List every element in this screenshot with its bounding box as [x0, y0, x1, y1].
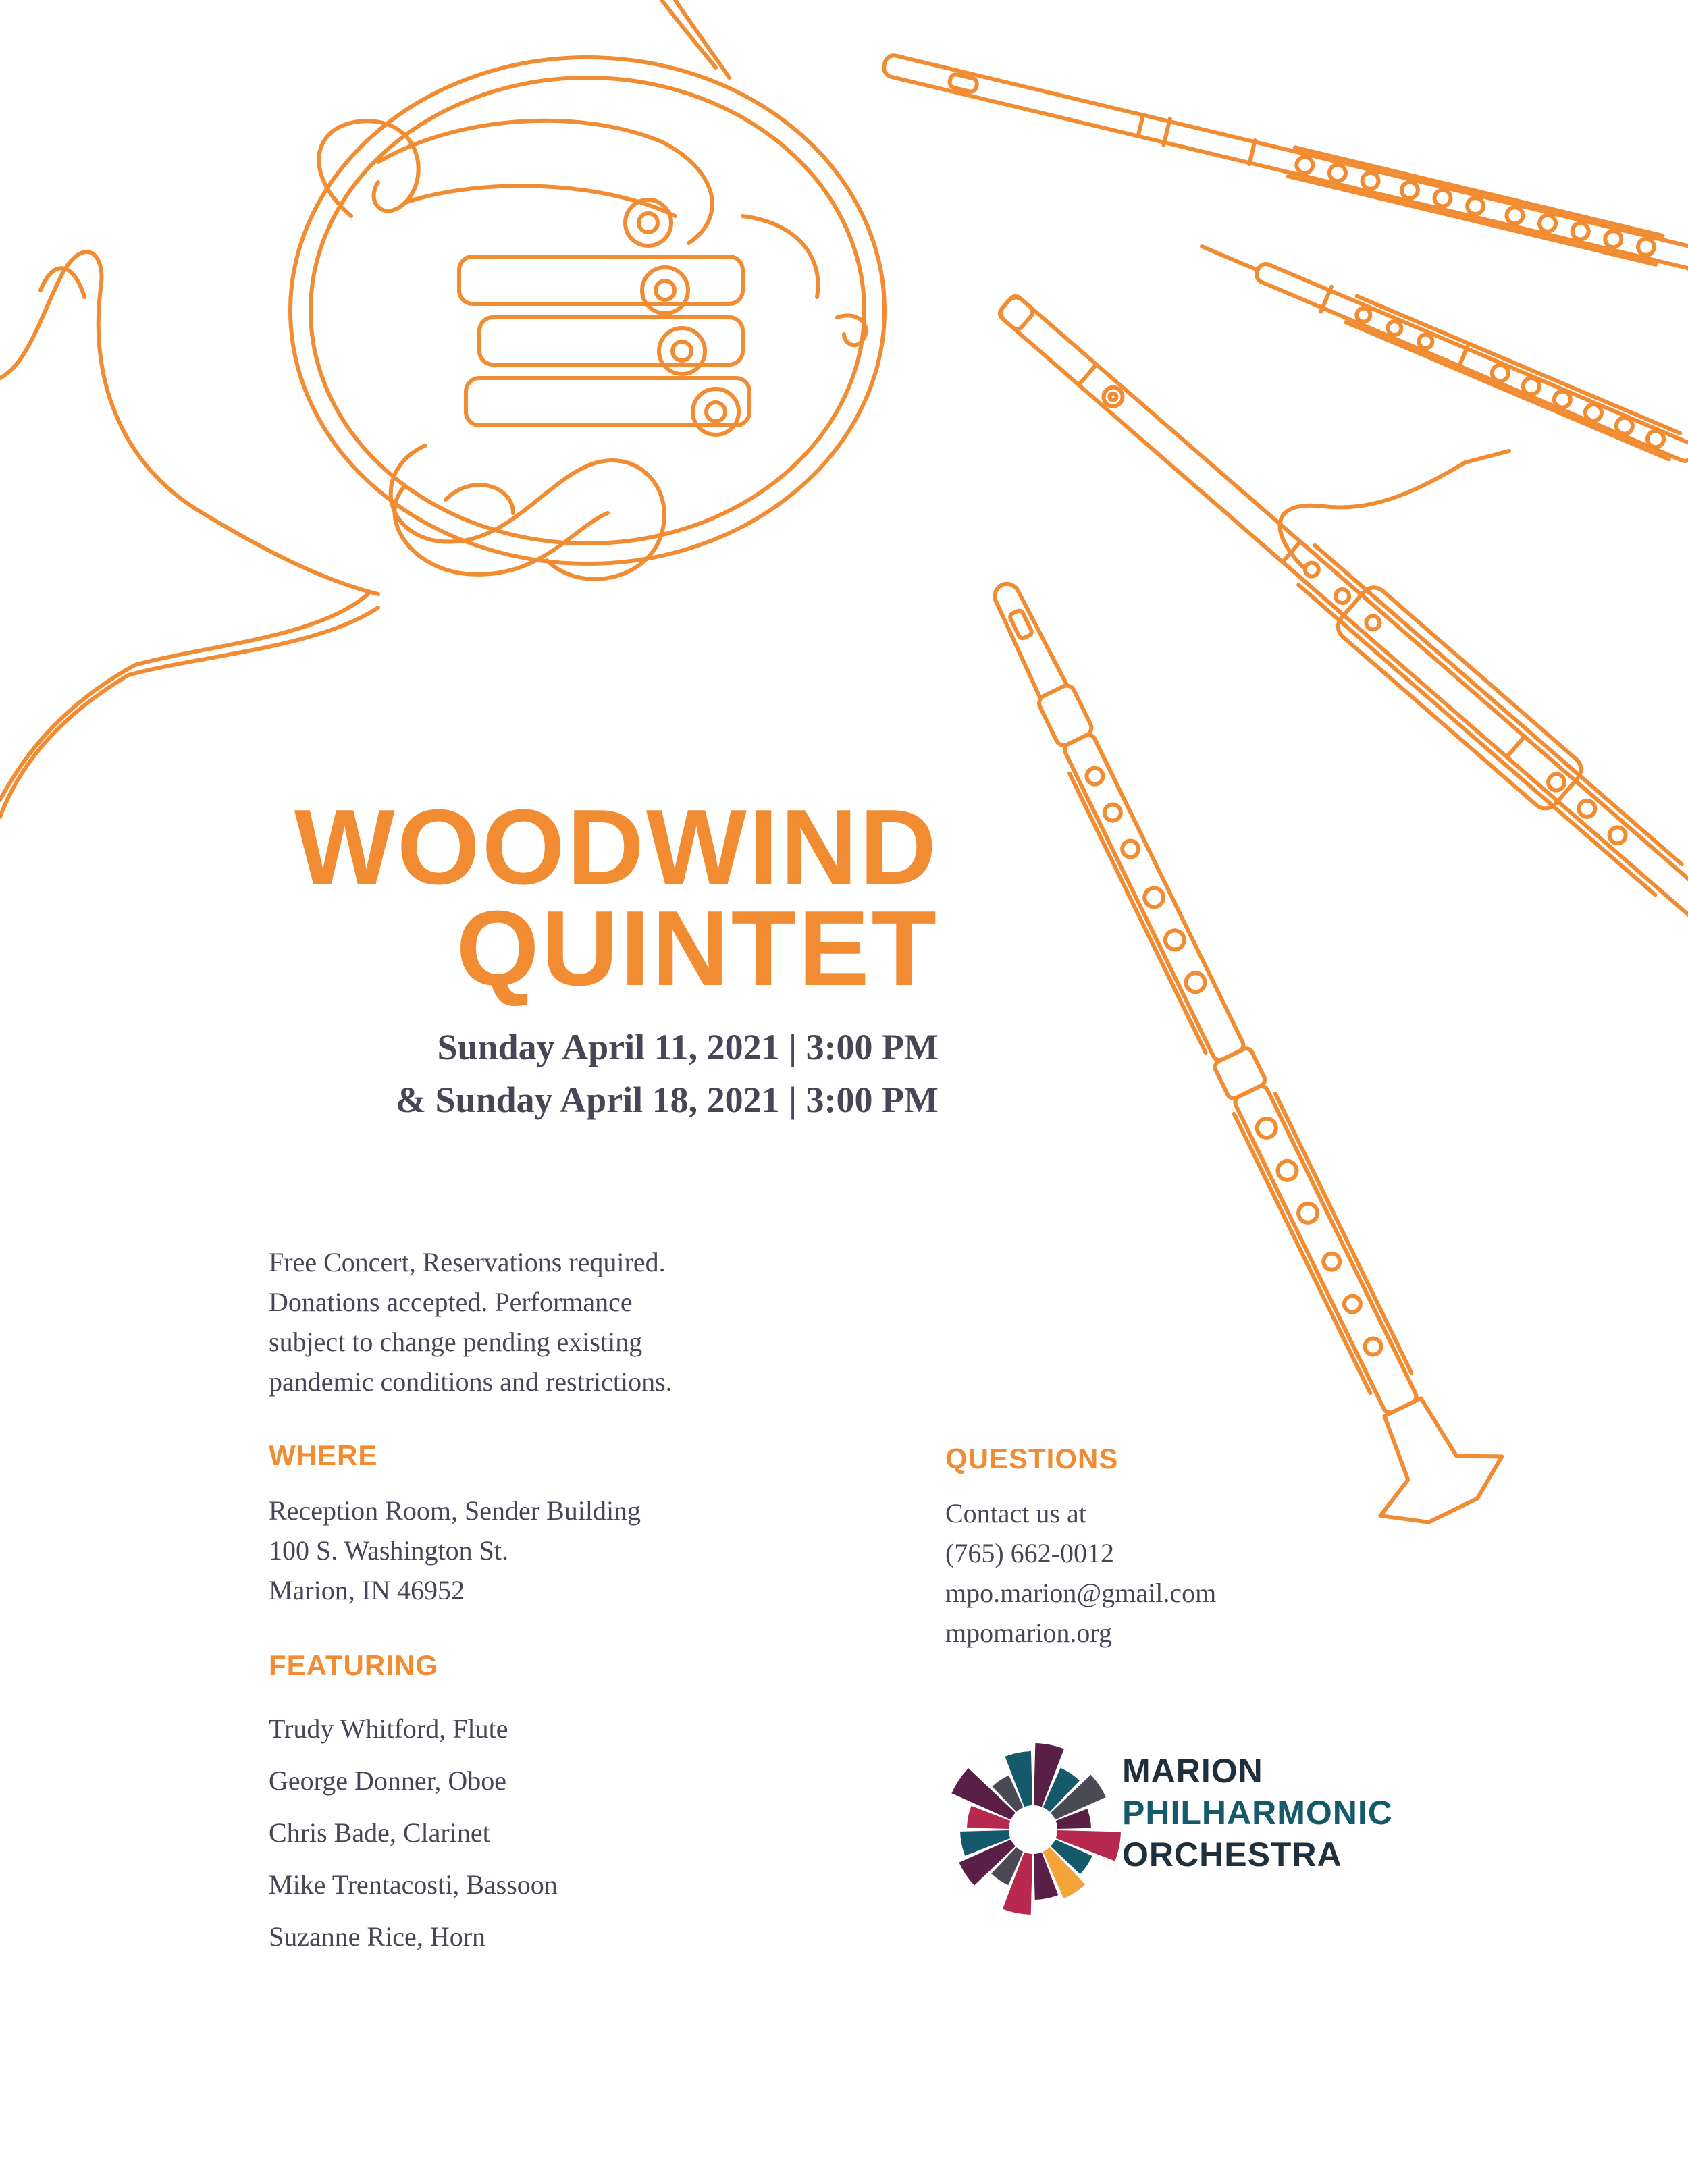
phone-number[interactable]: (765) 662-0012 [945, 1538, 1114, 1568]
website-link[interactable]: mpomarion.org [945, 1618, 1113, 1648]
intro-paragraph [269, 1242, 809, 1402]
contact-intro: Contact us at [945, 1498, 1086, 1528]
flute-drawing [881, 50, 1688, 284]
concert-title [203, 788, 939, 1008]
where-heading: WHERE [269, 1439, 378, 1471]
date-line-1: Sunday April 11, 2021 | 3:00 PM [437, 1027, 939, 1067]
orchestra-logo-icon [939, 1735, 1128, 1924]
performer-item: George Donner, Oboe [269, 1765, 506, 1796]
venue-line: 100 S. Washington St. [269, 1535, 508, 1566]
intro-line: pandemic conditions and restrictions. [269, 1366, 672, 1397]
email-link[interactable]: mpo.marion@gmail.com [945, 1578, 1217, 1608]
logo-line-3: ORCHESTRA [1122, 1836, 1342, 1873]
questions-heading: QUESTIONS [945, 1443, 1119, 1474]
venue-line: Reception Room, Sender Building [269, 1495, 641, 1526]
performer-item: Suzanne Rice, Horn [269, 1921, 486, 1952]
intro-line: subject to change pending existing [269, 1327, 643, 1357]
logo-line-1: MARION [1122, 1752, 1263, 1790]
title-line-2: QUINTET [456, 889, 939, 1008]
title-line-1: WOODWIND [294, 788, 939, 907]
performer-list [269, 1703, 558, 1963]
bassoon-drawing [986, 281, 1688, 956]
venue-address [269, 1491, 641, 1610]
orchestra-logo [939, 1735, 1438, 1924]
performer-item: Trudy Whitford, Flute [269, 1713, 508, 1744]
intro-line: Free Concert, Reservations required. [269, 1247, 666, 1277]
performer-item: Chris Bade, Clarinet [269, 1817, 490, 1848]
logo-line-2: PHILHARMONIC [1122, 1794, 1393, 1832]
venue-line: Marion, IN 46952 [269, 1575, 465, 1605]
orchestra-logo-wordmark [1122, 1750, 1393, 1875]
concert-dates [203, 1021, 939, 1126]
performer-item: Mike Trentacosti, Bassoon [269, 1869, 558, 1900]
oboe-drawing [1196, 233, 1688, 467]
clarinet-drawing [941, 556, 1514, 1540]
contact-info [945, 1493, 1216, 1653]
french-horn-drawing [0, 0, 885, 817]
date-line-2: & Sunday April 18, 2021 | 3:00 PM [396, 1080, 939, 1120]
intro-line: Donations accepted. Performance [269, 1287, 633, 1317]
bassoon-bocal-drawing [1280, 451, 1509, 567]
featuring-heading: FEATURING [269, 1649, 438, 1681]
